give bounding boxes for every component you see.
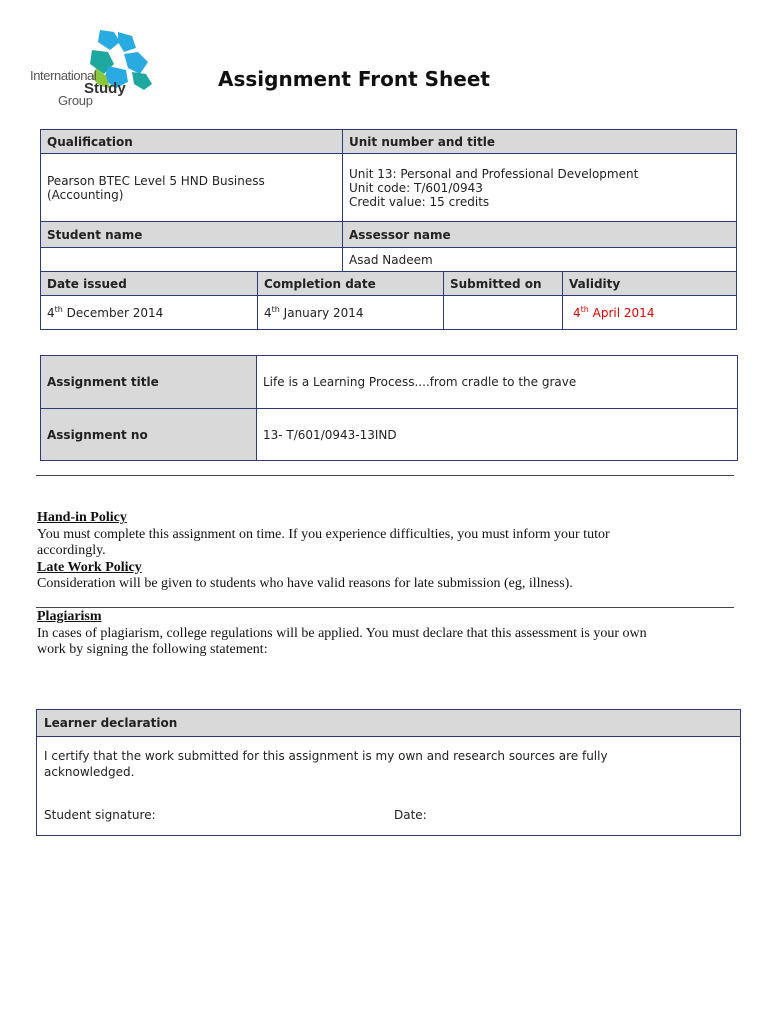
unit-code: Unit code: T/601/0943 [349,180,483,195]
declaration-text [44,749,724,780]
qualification-line: (Accounting) [47,187,124,202]
late-work-text: Consideration will be given to students who have valid reasons for late submission (eg, illness). [37,576,573,591]
plagiarism-text: In cases of plagiarism, college regulations will be applied. You must declare that this assessment is your own [37,625,647,641]
qualification-label: Qualification [41,130,343,154]
assessor-name-label: Assessor name [343,222,737,248]
plagiarism-section [37,609,737,659]
assignment-no-value: 13- T/601/0943-13IND [257,409,738,461]
date-issued-label: Date issued [41,272,258,296]
assignment-table [40,355,738,461]
details-table [40,129,737,330]
policies-section [37,510,737,593]
unit-credits: Credit value: 15 credits [349,194,490,209]
declaration-heading: Learner declaration [37,710,740,737]
logo-text-international: International [30,68,97,83]
handin-heading: Hand-in Policy [37,510,127,525]
declaration-line: I certify that the work submitted for this assignment is my own and research sources are fully [44,749,608,763]
qualification-line: Pearson BTEC Level 5 HND Business [47,173,265,188]
validity-value: 4th April 2014 [563,296,737,330]
completion-date-label: Completion date [258,272,444,296]
plagiarism-heading: Plagiarism [37,609,102,624]
handin-text: accordingly. [37,543,106,558]
plagiarism-text: work by signing the following statement: [37,642,268,657]
date-issued-value: 4th December 2014 [41,296,258,330]
unit-title: Unit 13: Personal and Professional Development [349,166,639,181]
assignment-title-value: Life is a Learning Process....from cradle to the grave [257,356,738,409]
late-work-heading: Late Work Policy [37,559,142,575]
page-title: Assignment Front Sheet [218,67,490,91]
divider [36,607,734,608]
logo-text-study: Study [84,80,126,97]
student-signature-field[interactable]: Student signature: [44,808,156,822]
submitted-on-field[interactable] [444,296,563,330]
student-name-field[interactable] [41,248,343,272]
divider [36,475,734,476]
assignment-no-label: Assignment no [41,409,257,461]
completion-date-value: 4th January 2014 [258,296,444,330]
signature-date-field[interactable]: Date: [394,808,427,822]
unit-label: Unit number and title [343,130,737,154]
student-name-label: Student name [41,222,343,248]
validity-label: Validity [563,272,737,296]
unit-value [343,154,737,222]
handin-text: You must complete this assignment on time. If you experience difficulties, you must inform your tutor [37,526,610,542]
logo-text-group: Group [58,93,93,108]
qualification-value [41,154,343,222]
assignment-title-label: Assignment title [41,356,257,409]
assessor-name-value: Asad Nadeem [343,248,737,272]
learner-declaration-box [36,709,741,836]
submitted-on-label: Submitted on [444,272,563,296]
declaration-line: acknowledged. [44,764,135,779]
